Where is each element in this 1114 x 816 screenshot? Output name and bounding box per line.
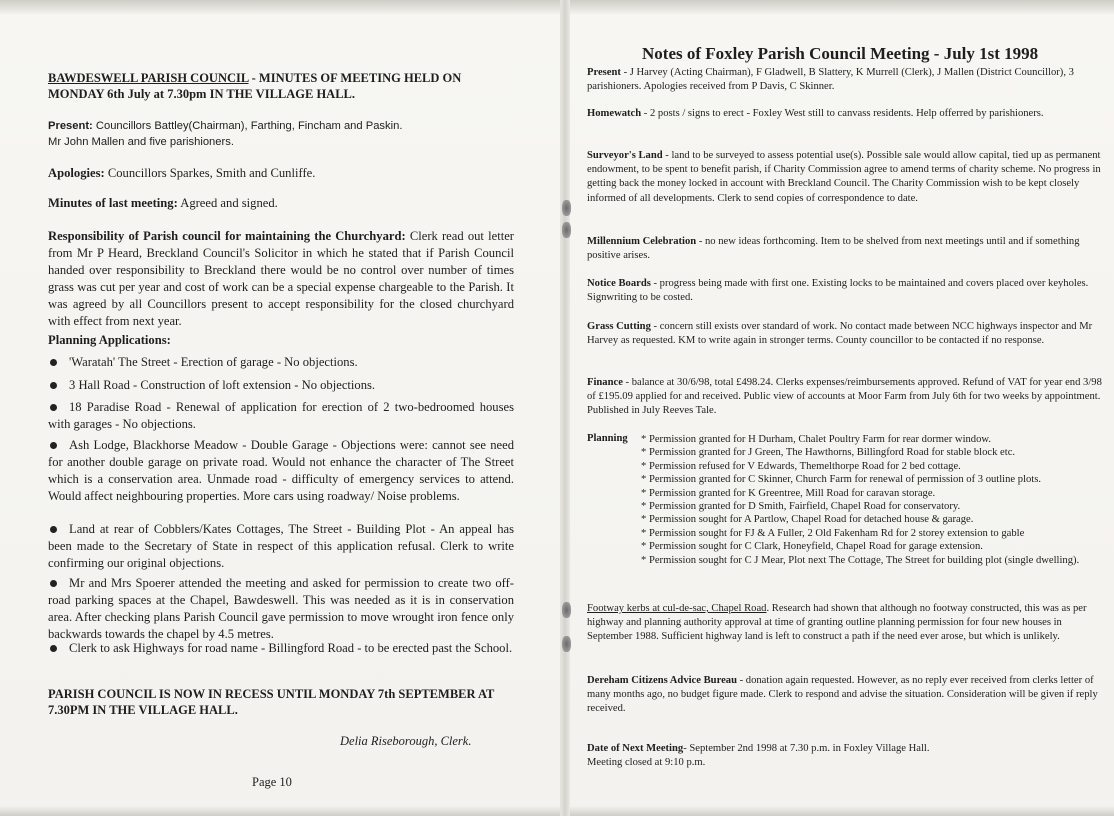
present-text: Councillors Battley(Chairman), Farthing, Fincham and Paskin.: [92, 120, 403, 132]
planning-item: * Permission granted for D Smith, Fairfield, Chapel Road for conservatory.: [641, 500, 1111, 513]
citizens-advice-section: [587, 674, 1107, 717]
page-gutter: [560, 0, 570, 816]
notice-boards-section: [587, 277, 1107, 305]
next-meeting-text: - September 2nd 1998 at 7.30 p.m. in Foxley Village Hall.: [683, 743, 930, 754]
bullet-text: 3 Hall Road - Construction of loft extension - No objections.: [69, 378, 376, 392]
surveyors-land-text: - land to be surveyed to assess potential use(s). Possible sale would allow capital, tied up as permanent endowment, to be spent to benefit parish, if Charity Commission agree to amend terms of charity scheme. No progress in getting back the money locked in account with Breckland Council. The Charity Commission wish to be kept closely informed of all developments. Clerk to send copies of correspondence to date.: [587, 150, 1101, 204]
churchyard-label: Responsibility of Parish council for maintaining the Churchyard:: [48, 229, 406, 243]
planning-bullet-3: [48, 399, 514, 433]
planning-item: * Permission refused for V Edwards, Themelthorpe Road for 2 bed cottage.: [641, 460, 1111, 473]
apologies-label: Apologies:: [48, 166, 105, 180]
finance-section: [587, 376, 1107, 419]
millennium-section: [587, 235, 1107, 263]
planning-bullet-4: [48, 437, 514, 505]
notice-boards-label: Notice Boards: [587, 278, 651, 289]
millennium-text: - no new ideas forthcoming. Item to be shelved from next meetings until and if something positive arises.: [587, 236, 1080, 262]
churchyard-section: [48, 228, 514, 330]
planning-bullet-2: [48, 377, 514, 394]
planning-bullet-1: [48, 354, 514, 371]
grass-cutting-section: [587, 320, 1107, 348]
planning-applications-label: Planning Applications:: [48, 333, 171, 347]
next-meeting-label: Date of Next Meeting: [587, 743, 684, 754]
bullet-text: 'Waratah' The Street - Erection of garage - No objections.: [69, 355, 358, 369]
homewatch-text: - 2 posts / signs to erect - Foxley West still to canvass residents. Help offerred by parishioners.: [641, 108, 1044, 119]
homewatch-section: [587, 107, 1107, 121]
homewatch-label: Homewatch: [587, 108, 642, 119]
bullet-icon: [50, 442, 57, 449]
recess-notice: PARISH COUNCIL IS NOW IN RECESS UNTIL MONDAY 7th SEPTEMBER AT 7.30PM IN THE VILLAGE HALL.: [48, 687, 495, 717]
binding-hole: [562, 636, 571, 652]
present-label: Present: [587, 67, 621, 78]
present-label: Present:: [48, 120, 93, 132]
minutes-label: Minutes of last meeting:: [48, 196, 178, 210]
planning-bullet-5: [48, 521, 514, 572]
bullet-text: Clerk to ask Highways for road name - Billingford Road - to be erected past the School.: [69, 641, 513, 655]
bullet-icon: [50, 382, 57, 389]
binding-hole: [562, 222, 571, 238]
heading-rest: - MINUTES OF MEETING HELD ON MONDAY 6th July at 7.30pm IN THE VILLAGE HALL.: [48, 71, 462, 101]
bawdeswell-heading: [48, 70, 518, 102]
apologies-section: [48, 165, 514, 182]
planning-item: * Permission sought for A Partlow, Chapel Road for detached house & garage.: [641, 513, 1111, 526]
planning-label: Planning: [587, 433, 628, 444]
footway-label: Footway kerbs at cul-de-sac, Chapel Road: [587, 603, 767, 614]
planning-list: [641, 433, 1111, 567]
planning-item: * Permission granted for H Durham, Chalet Poultry Farm for rear dormer window.: [641, 433, 1111, 446]
binding-hole: [562, 200, 571, 216]
bullet-icon: [50, 645, 57, 652]
planning-item: * Permission granted for J Green, The Hawthorns, Billingford Road for stable block etc.: [641, 446, 1111, 459]
present-text-2: Mr John Mallen and five parishioners.: [48, 136, 234, 148]
planning-item: * Permission sought for C Clark, Honeyfield, Chapel Road for garage extension.: [641, 540, 1111, 553]
heading-council-name: BAWDESWELL PARISH COUNCIL: [48, 71, 249, 85]
right-page: [570, 0, 1114, 816]
bullet-text: Mr and Mrs Spoerer attended the meeting and asked for permission to create two off-road parking spaces at the Chapel, Bawdeswell. This was needed as it is in conservation area. After checking plans Parish Council gave permission to move wrought iron fence only backwards towards the chapel by 4.5 metres.: [48, 576, 514, 641]
planning-bullet-6: [48, 575, 514, 643]
surveyors-land-label: Surveyor's Land: [587, 150, 663, 161]
churchyard-text: Clerk read out letter from Mr P Heard, Breckland Council's Solicitor in which he stated that if Parish Council handed over responsibility to Breckland there would be no control over number of times grass was cut per year and cost of work can be a special expense chargeable to the Parish. It was agreed by all Councillors present to accept responsibility for the closed churchyard with effect from next year.: [48, 229, 514, 328]
notice-boards-text: - progress being made with first one. Existing locks to be maintained and covers placed over keyholes. Signwriting to be costed.: [587, 278, 1089, 304]
clerk-signoff: Delia Riseborough, Clerk.: [340, 734, 472, 748]
binding-hole: [562, 602, 571, 618]
planning-bullet-7: [48, 640, 514, 657]
millennium-label: Millennium Celebration: [587, 236, 697, 247]
finance-text: - balance at 30/6/98, total £498.24. Clerks expenses/reimbursements approved. Refund of VAT for year end 3/98 of £195.09 applied for and received. Public view of accounts at Moor Farm from July 6th for two weeks by appointment. Published in July Reeves Tale.: [587, 377, 1102, 417]
footway-text: . Research had shown that although no footway constructed, this was as per highway and planning authority approval at time of granting outline planning permission for four new houses in September 1988. Sufficient highway land is left to construct a path if the need ever arose, but which is unlikely.: [587, 603, 1087, 643]
citizens-advice-text: - donation again requested. However, as no reply ever received from clerks letter of many months ago, no budget figure made. Clerk to respond and advise the situation. Consideration will be given if reply received.: [587, 675, 1098, 715]
foxley-present: [587, 66, 1107, 94]
planning-item: * Permission granted for K Greentree, Mill Road for caravan storage.: [641, 487, 1111, 500]
meeting-closed-text: Meeting closed at 9:10 p.m.: [587, 757, 706, 769]
minutes-section: [48, 195, 514, 212]
bullet-text: 18 Paradise Road - Renewal of application for erection of 2 two-bedroomed houses with garages - No objections.: [48, 400, 514, 431]
planning-item: * Permission sought for FJ & A Fuller, 2 Old Fakenham Rd for 2 storey extension to gable: [641, 527, 1111, 540]
bullet-icon: [50, 580, 57, 587]
finance-label: Finance: [587, 377, 623, 388]
bullet-icon: [50, 404, 57, 411]
planning-item: * Permission sought for C J Mear, Plot next The Cottage, The Street for building plot (single dwelling).: [641, 554, 1111, 567]
bullet-text: Ash Lodge, Blackhorse Meadow - Double Garage - Objections were: cannot see need for another double garage on private road. Would not enhance the character of The Street which is a conservation area. Unmade road - difficulty of emergency services to attend. Would affect neighbouring properties. More cars using roadway/ Noise problems.: [48, 438, 514, 503]
grass-cutting-label: Grass Cutting: [587, 321, 651, 332]
present-section: [48, 118, 514, 150]
planning-item: * Permission granted for C Skinner, Church Farm for renewal of permission of 3 outline plots.: [641, 473, 1111, 486]
next-meeting-section: [587, 742, 1107, 770]
grass-cutting-text: - concern still exists over standard of work. No contact made between NCC highways inspector and Mr Harvey as requested. KM to write again in stronger terms. County councillor to be contacted if no response.: [587, 321, 1093, 347]
bullet-icon: [50, 359, 57, 366]
bullet-text: Land at rear of Cobblers/Kates Cottages, The Street - Building Plot - An appeal has been made to the Secretary of State in respect of this application refusal. Clerk to write confirming our original objections.: [48, 522, 514, 570]
minutes-text: Agreed and signed.: [177, 196, 278, 210]
page-number: Page 10: [252, 775, 292, 789]
surveyors-land-section: [587, 149, 1107, 206]
foxley-title: Notes of Foxley Parish Council Meeting - July 1st 1998: [642, 44, 1039, 63]
present-text: - J Harvey (Acting Chairman), F Gladwell, B Slattery, K Murrell (Clerk), J Mallen (District Councillor), 3 parishioners. Apologies received from P Davis, C Skinner.: [587, 67, 1074, 93]
apologies-text: Councillors Sparkes, Smith and Cunliffe.: [104, 166, 316, 180]
citizens-advice-label: Dereham Citizens Advice Bureau: [587, 675, 737, 686]
footway-section: [587, 602, 1107, 645]
bullet-icon: [50, 526, 57, 533]
